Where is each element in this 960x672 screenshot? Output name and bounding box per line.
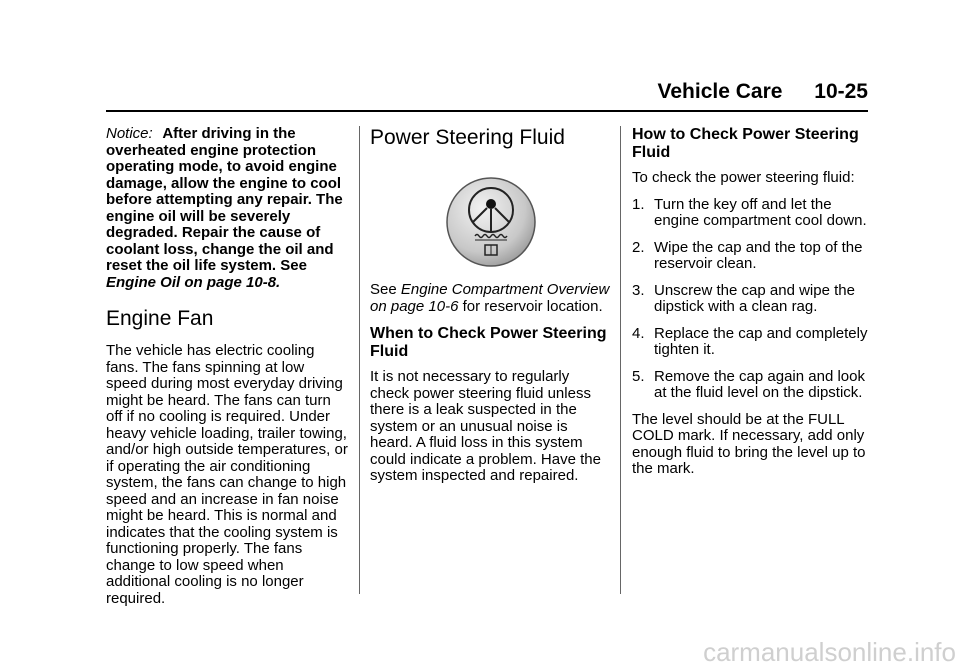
step-number: 3. bbox=[632, 281, 645, 299]
how-to-check-intro: To check the power steering fluid: bbox=[632, 169, 855, 186]
step-number: 5. bbox=[632, 367, 645, 385]
see-prefix: See bbox=[370, 281, 397, 298]
column-2 bbox=[370, 126, 612, 495]
notice-reference-link[interactable]: Engine Oil on page 10-8. bbox=[106, 273, 281, 291]
list-item bbox=[632, 369, 872, 402]
step-text: Replace the cap and completely tighten it. bbox=[654, 324, 868, 358]
step-text: Turn the key off and let the engine compartment cool down. bbox=[654, 195, 867, 229]
list-item bbox=[632, 240, 872, 273]
when-to-check-heading: When to Check Power Steering Fluid bbox=[370, 325, 607, 360]
page-header bbox=[658, 80, 868, 104]
engine-fan-heading: Engine Fan bbox=[106, 307, 214, 330]
list-item bbox=[632, 283, 872, 316]
list-item bbox=[632, 326, 872, 359]
column-divider-1 bbox=[359, 126, 360, 594]
step-text: Unscrew the cap and wipe the dipstick with a clean rag. bbox=[654, 281, 855, 315]
step-number: 1. bbox=[632, 195, 645, 213]
notice-text: After driving in the overheated engine protection operating mode, to avoid engine damage, allow the engine to cool before attempting any repair. The engine oil will be severely degraded. Repair the cause of coolant loss, change the oil and reset the oil life system. See bbox=[106, 125, 343, 274]
power-steering-heading: Power Steering Fluid bbox=[370, 126, 565, 149]
list-item bbox=[632, 197, 872, 230]
step-text: Wipe the cap and the top of the reservoir clean. bbox=[654, 238, 863, 272]
column-3 bbox=[632, 126, 872, 488]
notice-label: Notice: bbox=[106, 125, 153, 142]
step-number: 4. bbox=[632, 324, 645, 342]
watermark: carmanualsonline.info bbox=[703, 637, 956, 667]
how-to-check-heading: How to Check Power Steering Fluid bbox=[632, 126, 859, 161]
power-steering-icon-wrap bbox=[370, 176, 612, 268]
see-reference bbox=[370, 282, 612, 315]
fluid-level-text: The level should be at the FULL COLD mark. If necessary, add only enough fluid to bring the level up to the mark. bbox=[632, 410, 866, 477]
engine-fan-text: The vehicle has electric cooling fans. The fans spinning at low speed during most everyday driving might be heard. The fans can turn off if no cooling is required. Under heavy vehicle loading, trailer towing, and/or high outside temperatures, or if operating the air conditioning system, the fans can change to high speed and an increase in fan noise might be heard. This is normal and indicates that the cooling system is functioning properly. The fans change to low speed when additional cooling is no longer required. bbox=[106, 342, 348, 607]
step-number: 2. bbox=[632, 238, 645, 256]
notice-block bbox=[106, 126, 348, 291]
page-number: 10-25 bbox=[814, 80, 868, 103]
steps-list bbox=[632, 197, 872, 402]
header-rule bbox=[106, 110, 868, 112]
see-suffix: for reservoir location. bbox=[462, 297, 603, 315]
step-text: Remove the cap again and look at the fluid level on the dipstick. bbox=[654, 367, 865, 401]
when-to-check-text: It is not necessary to regularly check power steering fluid unless there is a leak suspected in the system or an unusual noise is heard. A fluid loss in this system could indicate a problem. Have the system inspected and repaired. bbox=[370, 368, 601, 484]
power-steering-fluid-cap-icon bbox=[445, 176, 537, 268]
section-title: Vehicle Care bbox=[657, 80, 783, 103]
column-divider-2 bbox=[620, 126, 621, 594]
column-1 bbox=[106, 126, 348, 617]
engine-compartment-reference-link[interactable]: Engine Compartment Overview on page 10-6 bbox=[370, 281, 610, 315]
